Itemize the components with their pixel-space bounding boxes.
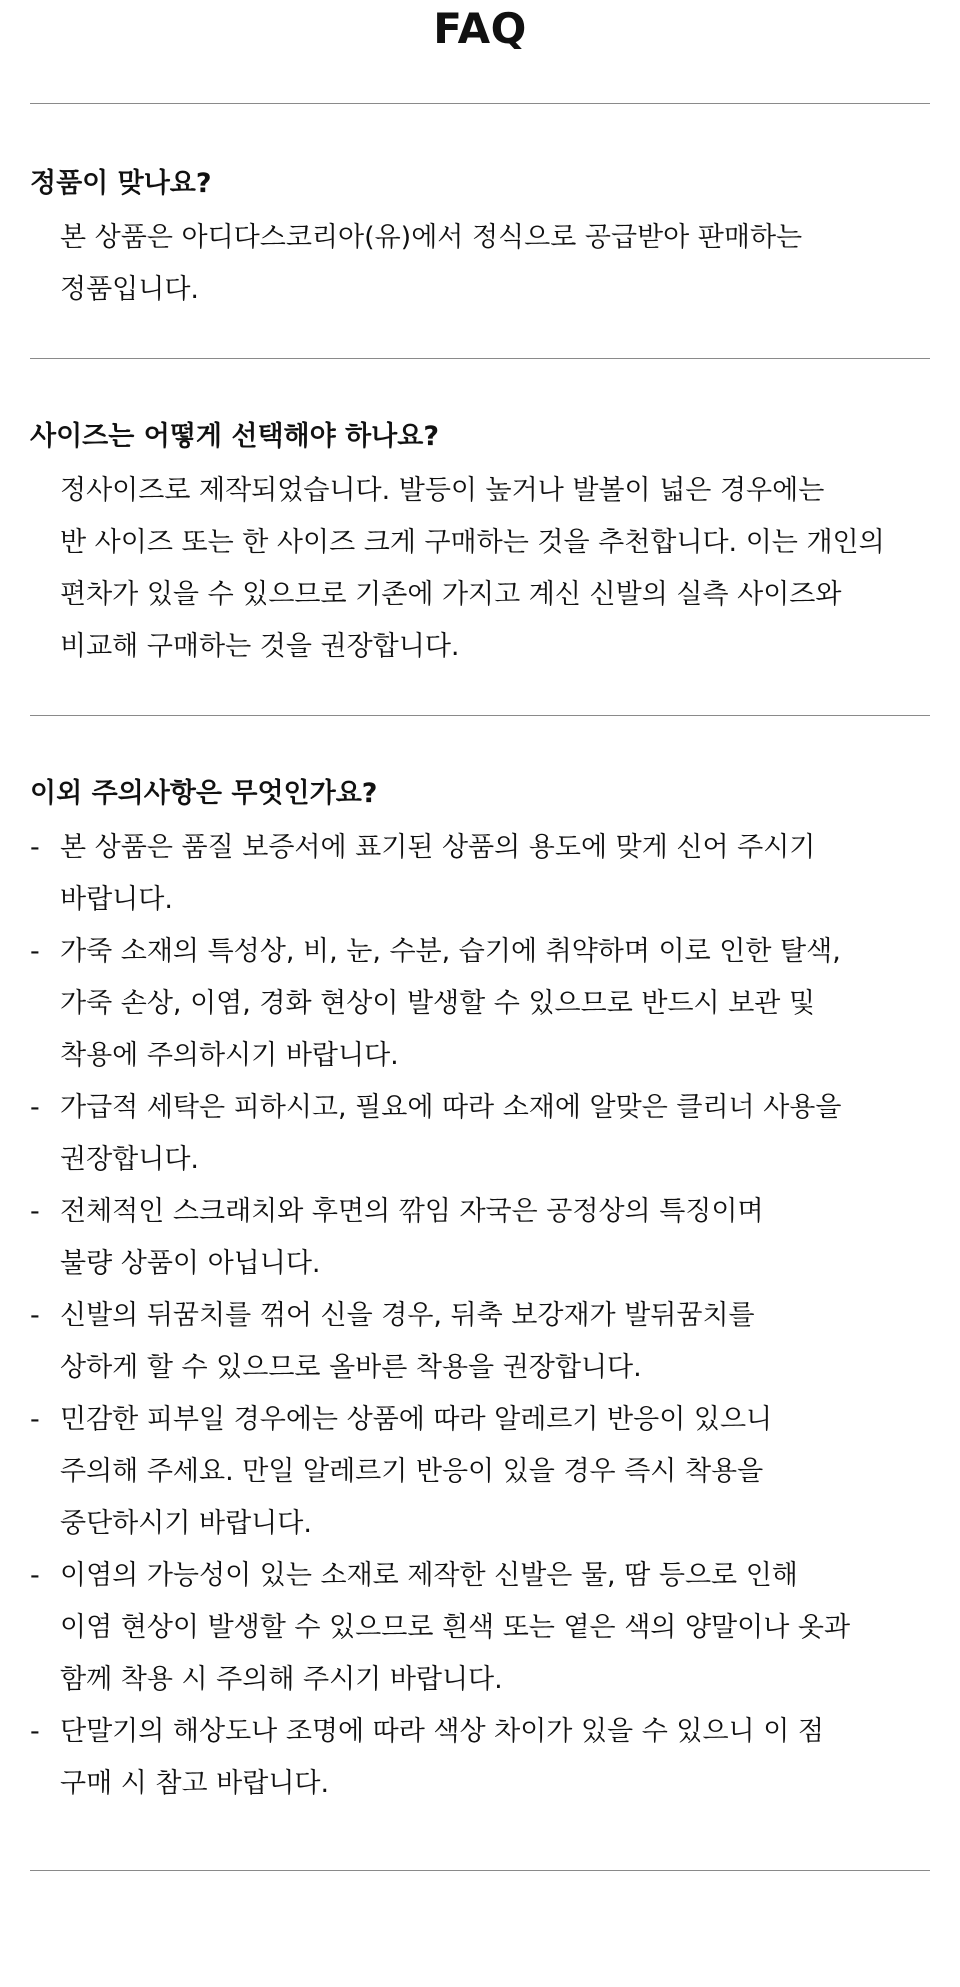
caution-line: 단말기의 해상도나 조명에 따라 색상 차이가 있을 수 있으니 이 점 xyxy=(60,1716,824,1747)
caution-item xyxy=(30,1706,930,1810)
caution-line: 가급적 세탁은 피하시고, 필요에 따라 소재에 알맞은 클리너 사용을 xyxy=(60,1092,842,1123)
caution-line: 전체적인 스크래치와 후면의 깎임 자국은 공정상의 특징이며 xyxy=(60,1196,764,1227)
caution-item xyxy=(30,1550,930,1706)
caution-list xyxy=(30,822,930,1810)
caution-line: 권장합니다. xyxy=(60,1144,199,1175)
caution-item xyxy=(30,1186,930,1290)
caution-item xyxy=(30,822,930,926)
caution-line: 가죽 소재의 특성상, 비, 눈, 수분, 습기에 취약하며 이로 인한 탈색, xyxy=(60,936,841,967)
caution-line: 중단하시기 바랍니다. xyxy=(60,1508,312,1539)
bullet-dash: - xyxy=(30,832,40,863)
faq-question: 정품이 맞나요? xyxy=(30,168,212,199)
caution-item xyxy=(30,1082,930,1186)
bullet-dash: - xyxy=(30,1404,40,1435)
bullet-dash: - xyxy=(30,1300,40,1331)
faq-answer xyxy=(30,465,910,673)
faq-item-size xyxy=(30,419,930,673)
faq-item-authenticity xyxy=(30,166,930,316)
caution-line: 가죽 손상, 이염, 경화 현상이 발생할 수 있으므로 반드시 보관 및 xyxy=(60,988,816,1019)
caution-line: 구매 시 참고 바랍니다. xyxy=(60,1768,330,1799)
bullet-dash: - xyxy=(30,936,40,967)
caution-line: 이염의 가능성이 있는 소재로 제작한 신발은 물, 땀 등으로 인해 xyxy=(60,1560,798,1591)
caution-line: 본 상품은 품질 보증서에 표기된 상품의 용도에 맞게 신어 주시기 xyxy=(60,832,816,863)
caution-line: 주의해 주세요. 만일 알레르기 반응이 있을 경우 즉시 착용을 xyxy=(60,1456,764,1487)
faq-item-cautions xyxy=(30,776,930,1810)
bullet-dash: - xyxy=(30,1092,40,1123)
caution-item xyxy=(30,1394,930,1550)
faq-question: 이외 주의사항은 무엇인가요? xyxy=(30,778,378,809)
answer-line: 비교해 구매하는 것을 권장합니다. xyxy=(60,631,460,662)
caution-line: 착용에 주의하시기 바랍니다. xyxy=(60,1040,399,1071)
divider xyxy=(30,715,930,716)
divider xyxy=(30,358,930,359)
caution-line: 바랍니다. xyxy=(60,884,173,915)
answer-line: 정사이즈로 제작되었습니다. 발등이 높거나 발볼이 넓은 경우에는 xyxy=(60,475,825,506)
caution-line: 불량 상품이 아닙니다. xyxy=(60,1248,321,1279)
divider xyxy=(30,1870,930,1871)
caution-line: 신발의 뒤꿈치를 꺾어 신을 경우, 뒤축 보강재가 발뒤꿈치를 xyxy=(60,1300,755,1331)
page-title: FAQ xyxy=(433,4,527,53)
divider xyxy=(30,103,930,104)
bullet-dash: - xyxy=(30,1196,40,1227)
faq-question: 사이즈는 어떻게 선택해야 하나요? xyxy=(30,421,440,452)
answer-line: 정품입니다. xyxy=(60,274,199,305)
caution-item xyxy=(30,926,930,1082)
answer-line: 본 상품은 아디다스코리아(유)에서 정식으로 공급받아 판매하는 xyxy=(60,222,803,253)
caution-line: 민감한 피부일 경우에는 상품에 따라 알레르기 반응이 있으니 xyxy=(60,1404,773,1435)
caution-line: 상하게 할 수 있으므로 올바른 착용을 권장합니다. xyxy=(60,1352,642,1383)
faq-answer xyxy=(30,212,910,316)
caution-item xyxy=(30,1290,930,1394)
bullet-dash: - xyxy=(30,1716,40,1747)
caution-line: 함께 착용 시 주의해 주시기 바랍니다. xyxy=(60,1664,503,1695)
bullet-dash: - xyxy=(30,1560,40,1591)
answer-line: 반 사이즈 또는 한 사이즈 크게 구매하는 것을 추천합니다. 이는 개인의 xyxy=(60,527,885,558)
caution-line: 이염 현상이 발생할 수 있으므로 흰색 또는 옅은 색의 양말이나 옷과 xyxy=(60,1612,851,1643)
answer-line: 편차가 있을 수 있으므로 기존에 가지고 계신 신발의 실측 사이즈와 xyxy=(60,579,842,610)
